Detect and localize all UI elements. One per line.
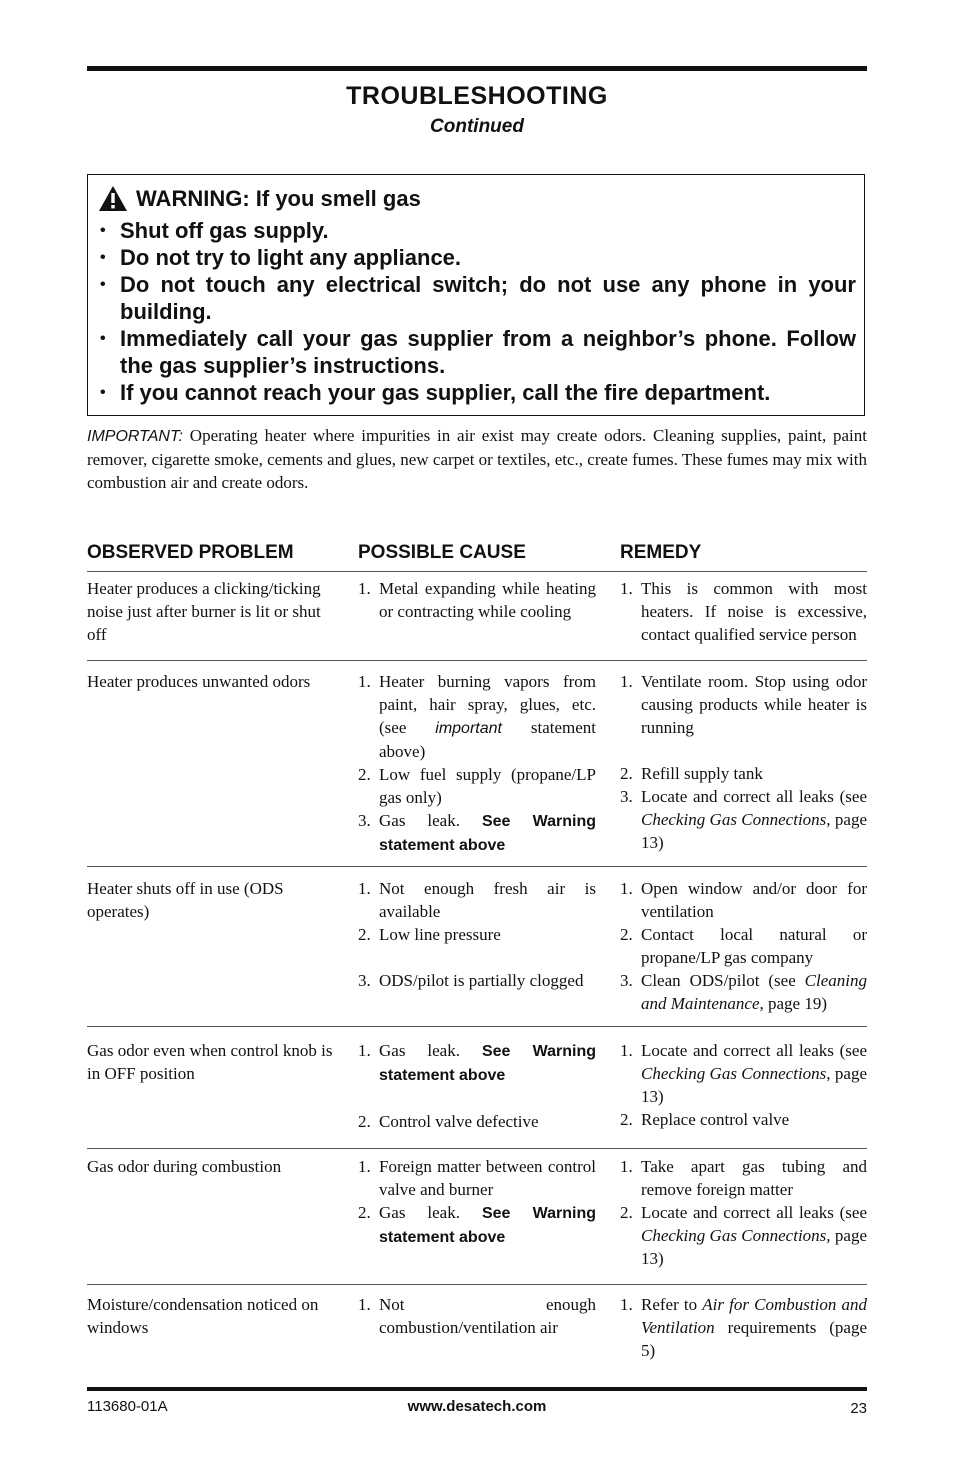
- item-text: Contact local natural or propane/LP gas company: [641, 925, 867, 967]
- item-number: 2.: [620, 925, 633, 944]
- row-divider: [87, 660, 867, 661]
- remedy-item: [620, 577, 867, 646]
- item-number: 3.: [620, 971, 633, 990]
- item-number: 2.: [620, 764, 633, 783]
- item-text: Low fuel supply (propane/LP gas only): [379, 765, 596, 807]
- warning-box: [87, 174, 865, 416]
- important-note: [87, 424, 867, 494]
- problem-cell: Heater produces a clicking/ticking noise just after burner is lit or shut off: [87, 579, 321, 644]
- item-text: Locate and correct all leaks (see: [641, 1203, 867, 1222]
- website-link[interactable]: www.desatech.com: [407, 1398, 547, 1415]
- cause-item: [358, 1293, 596, 1339]
- page-title: TROUBLESHOOTING: [346, 82, 608, 110]
- item-text: Replace control valve: [641, 1110, 790, 1129]
- problem-cell: Heater produces unwanted odors: [87, 672, 311, 691]
- item-text: See Warning statement above: [379, 813, 596, 854]
- item-text: Refill supply tank: [641, 764, 763, 783]
- remedy-item: [620, 1201, 867, 1270]
- remedy-cell: [620, 1039, 867, 1131]
- item-text: , page 13): [641, 810, 867, 852]
- item-number: 3.: [358, 971, 371, 990]
- item-text: Not enough fresh air is available: [379, 879, 596, 921]
- remedy-item: [620, 877, 867, 923]
- item-text: Cleaning and Maintenance: [641, 971, 867, 1013]
- item-text: This is common with most heaters. If noise is excessive, contact qualified service person: [641, 579, 867, 644]
- item-number: 2.: [358, 925, 371, 944]
- item-text: Gas leak.: [379, 1041, 482, 1060]
- remedy-item: [620, 670, 867, 739]
- item-text: Metal expanding while heating or contracting while cooling: [379, 579, 596, 621]
- item-number: 2.: [358, 765, 371, 784]
- item-number: 2.: [358, 1112, 371, 1131]
- cause-cell: [358, 1155, 596, 1249]
- header-observed-problem: OBSERVED PROBLEM: [87, 542, 294, 563]
- top-rule: [87, 66, 867, 71]
- warning-item: • If you cannot reach your gas supplier, call the fire department.: [98, 379, 856, 406]
- cause-item: [358, 1155, 596, 1201]
- item-text: Gas leak.: [379, 811, 482, 830]
- important-text: Operating heater where impurities in air exist may create odors. Cleaning supplies, paint, paint remover, cigarette smoke, cements and glues, new carpet or textiles, etc., create fumes. These fumes may mix with combustion air and create odors.: [87, 426, 867, 492]
- item-text: statement above): [379, 718, 596, 761]
- item-text: Not enough combustion/ventilation air: [379, 1295, 596, 1337]
- item-number: 1.: [620, 579, 633, 598]
- row-divider: [87, 571, 867, 572]
- part-number: 113680-01A: [87, 1398, 168, 1415]
- item-text: Open window and/or door for ventilation: [641, 879, 867, 921]
- item-number: 2.: [358, 1203, 371, 1222]
- item-number: 1.: [358, 1041, 371, 1060]
- page-number: 23: [850, 1400, 867, 1417]
- remedy-item: [620, 1108, 867, 1131]
- warning-list: [98, 217, 856, 406]
- row-divider: [87, 1148, 867, 1149]
- important-label: IMPORTANT:: [87, 428, 183, 445]
- item-text: Checking Gas Connections,: [641, 1226, 831, 1245]
- item-text: Locate and correct all leaks (see: [641, 1041, 867, 1060]
- item-text: See Warning statement above: [379, 1043, 596, 1084]
- warning-item: • Immediately call your gas supplier from a neighbor’s phone. Follow the gas supplier’s instructions.: [98, 325, 856, 379]
- bottom-rule: [87, 1387, 867, 1391]
- item-text: Low line pressure: [379, 925, 501, 944]
- item-text: Clean ODS/pilot (see: [641, 971, 805, 990]
- warning-heading: WARNING: If you smell gas: [136, 185, 421, 211]
- item-number: 1.: [358, 879, 371, 898]
- cause-item: [358, 877, 596, 923]
- problem-cell: Moisture/condensation noticed on windows: [87, 1295, 319, 1337]
- warning-triangle-icon: [98, 185, 128, 212]
- warning-item: • Shut off gas supply.: [98, 217, 856, 244]
- warning-item: • Do not try to light any appliance.: [98, 244, 856, 271]
- item-text: , page 13): [641, 1064, 867, 1106]
- item-text: Air for Combustion and Ventilation: [641, 1295, 867, 1337]
- remedy-item: [620, 1293, 867, 1362]
- item-text: , page 19): [759, 994, 828, 1013]
- item-text: Take apart gas tubing and remove foreign matter: [641, 1157, 867, 1199]
- remedy-item: [620, 923, 867, 969]
- item-number: 1.: [620, 1295, 633, 1314]
- item-number: 1.: [358, 1295, 371, 1314]
- item-text: Gas leak.: [379, 1203, 482, 1222]
- cause-item: [358, 969, 596, 992]
- cause-item: [358, 577, 596, 623]
- item-number: 1.: [620, 1157, 633, 1176]
- cause-item: [358, 809, 596, 857]
- page-subtitle: Continued: [430, 116, 524, 137]
- item-text: important: [435, 720, 502, 737]
- item-text: requirements (page 5): [641, 1318, 867, 1360]
- item-number: 1.: [620, 879, 633, 898]
- cause-item: [358, 1039, 596, 1087]
- warning-item: • Do not touch any electrical switch; do not use any phone in your building.: [98, 271, 856, 325]
- item-text: Foreign matter between control valve and burner: [379, 1157, 596, 1199]
- row-divider: [87, 1284, 867, 1285]
- item-text: Heater burning vapors from paint, hair spray, glues, etc. (see: [379, 672, 596, 737]
- item-number: 2.: [620, 1110, 633, 1129]
- row-divider: [87, 866, 867, 867]
- remedy-cell: [620, 877, 867, 1015]
- item-number: 1.: [358, 1157, 371, 1176]
- item-number: 2.: [620, 1203, 633, 1222]
- cause-cell: [358, 1039, 596, 1133]
- remedy-item: [620, 1039, 867, 1108]
- cause-cell: [358, 877, 596, 992]
- cause-item: [358, 1110, 596, 1133]
- cause-cell: [358, 1293, 596, 1339]
- item-text: Checking Gas Connections: [641, 810, 827, 829]
- row-divider: [87, 1026, 867, 1027]
- item-text: Locate and correct all leaks (see: [641, 787, 867, 806]
- item-text: Ventilate room. Stop using odor causing products while heater is running: [641, 672, 867, 737]
- item-number: 3.: [358, 811, 371, 830]
- item-text: See Warning statement above: [379, 1205, 596, 1246]
- header-remedy: REMEDY: [620, 542, 702, 563]
- problem-cell: Gas odor even when control knob is in OFF position: [87, 1041, 333, 1083]
- remedy-item: [620, 969, 867, 1015]
- remedy-item: [620, 1155, 867, 1201]
- item-text: page 13): [641, 1226, 867, 1268]
- remedy-cell: [620, 1293, 867, 1362]
- warning-heading-row: [98, 185, 421, 212]
- remedy-cell: [620, 577, 867, 646]
- item-number: 1.: [358, 579, 371, 598]
- item-text: Control valve defective: [379, 1112, 539, 1131]
- cause-item: [358, 763, 596, 809]
- cause-item: [358, 670, 596, 763]
- item-text: Checking Gas Connections: [641, 1064, 827, 1083]
- cause-cell: [358, 577, 596, 623]
- remedy-item: [620, 762, 867, 785]
- cause-item: [358, 923, 596, 946]
- item-number: 1.: [620, 672, 633, 691]
- problem-cell: Heater shuts off in use (ODS operates): [87, 879, 284, 921]
- item-text: ODS/pilot is partially clogged: [379, 971, 584, 990]
- problem-cell: Gas odor during combustion: [87, 1157, 282, 1176]
- remedy-item: [620, 785, 867, 854]
- cause-cell: [358, 670, 596, 857]
- item-number: 3.: [620, 787, 633, 806]
- remedy-cell: [620, 1155, 867, 1270]
- cause-item: [358, 1201, 596, 1249]
- remedy-cell: [620, 670, 867, 854]
- item-number: 1.: [620, 1041, 633, 1060]
- item-text: Refer to: [641, 1295, 703, 1314]
- item-number: 1.: [358, 672, 371, 691]
- header-possible-cause: POSSIBLE CAUSE: [358, 542, 526, 563]
